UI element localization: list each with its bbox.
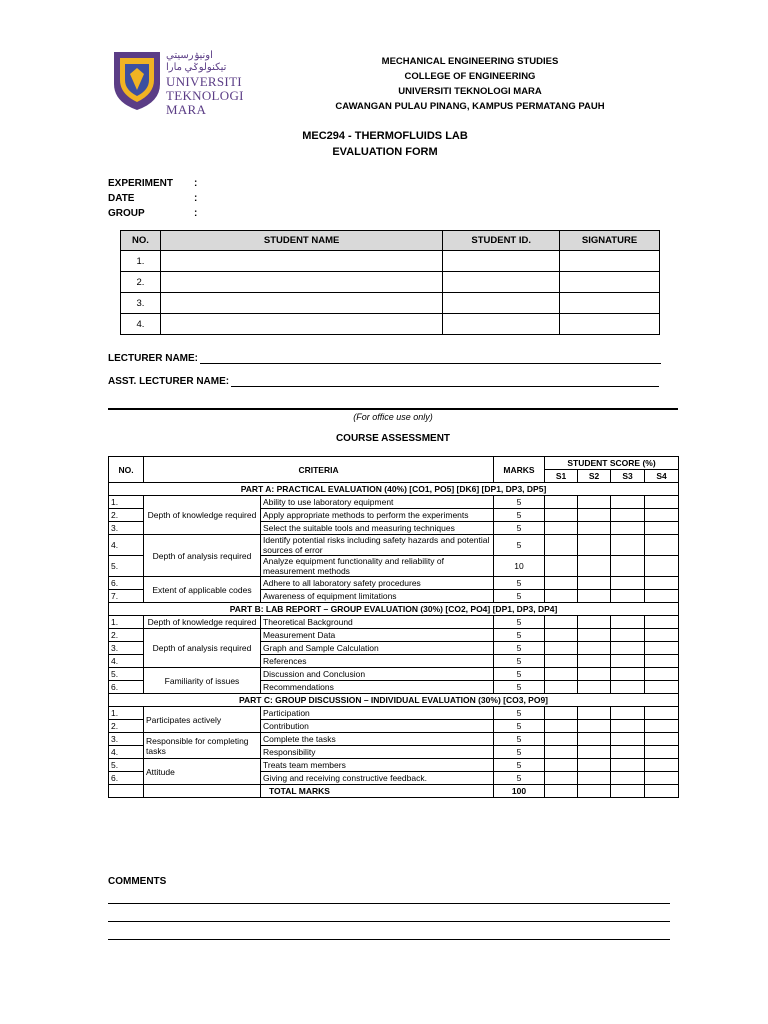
row-no: 3. bbox=[109, 522, 144, 535]
score-cell[interactable] bbox=[545, 522, 578, 535]
score-cell[interactable] bbox=[645, 509, 679, 522]
score-cell[interactable] bbox=[611, 785, 645, 798]
lecturer-name-field[interactable] bbox=[200, 352, 661, 364]
row-no: 1. bbox=[109, 707, 144, 720]
score-cell[interactable] bbox=[611, 759, 645, 772]
row-no: 6. bbox=[109, 772, 144, 785]
score-cell[interactable] bbox=[578, 577, 611, 590]
table-row bbox=[109, 496, 679, 509]
signature-field[interactable] bbox=[560, 272, 660, 293]
table-row bbox=[121, 272, 660, 293]
score-cell[interactable] bbox=[578, 746, 611, 759]
criteria-text: Apply appropriate methods to perform the experiments bbox=[261, 509, 494, 522]
score-cell[interactable] bbox=[545, 720, 578, 733]
logo-line-2: TEKNOLOGI bbox=[166, 88, 244, 103]
criteria-text: Complete the tasks bbox=[261, 733, 494, 746]
score-cell[interactable] bbox=[645, 733, 679, 746]
marks-value: 5 bbox=[494, 733, 545, 746]
row-no: 1. bbox=[109, 616, 144, 629]
experiment-meta bbox=[108, 176, 197, 221]
logo-arabic-text: اونيۏرسيتي تيكنولوݢي مارا bbox=[166, 50, 227, 73]
criteria-text: Responsibility bbox=[261, 746, 494, 759]
criteria-text: Select the suitable tools and measuring techniques bbox=[261, 522, 494, 535]
col-no: NO. bbox=[109, 457, 144, 483]
col-s2: S2 bbox=[578, 470, 611, 483]
score-cell[interactable] bbox=[578, 655, 611, 668]
criteria-group: Depth of analysis required bbox=[144, 629, 261, 668]
meta-row-group bbox=[108, 206, 197, 221]
col-student-name: STUDENT NAME bbox=[160, 231, 442, 251]
score-cell[interactable] bbox=[611, 707, 645, 720]
criteria-text: Recommendations bbox=[261, 681, 494, 694]
blank-cell bbox=[109, 785, 144, 798]
marks-value: 5 bbox=[494, 590, 545, 603]
table-row bbox=[109, 733, 679, 746]
marks-value: 5 bbox=[494, 577, 545, 590]
score-cell[interactable] bbox=[545, 733, 578, 746]
score-cell[interactable] bbox=[645, 681, 679, 694]
total-marks-value: 100 bbox=[494, 785, 545, 798]
score-cell[interactable] bbox=[578, 681, 611, 694]
score-cell[interactable] bbox=[611, 522, 645, 535]
score-cell[interactable] bbox=[645, 785, 679, 798]
criteria-text: Analyze equipment functionality and reliability of measurement methods bbox=[261, 556, 494, 577]
table-row bbox=[109, 577, 679, 590]
score-cell[interactable] bbox=[578, 642, 611, 655]
meta-row-date bbox=[108, 191, 197, 206]
score-cell[interactable] bbox=[578, 556, 611, 577]
col-s4: S4 bbox=[645, 470, 679, 483]
score-cell[interactable] bbox=[578, 759, 611, 772]
signature-field[interactable] bbox=[560, 293, 660, 314]
score-cell[interactable] bbox=[545, 668, 578, 681]
score-cell[interactable] bbox=[578, 707, 611, 720]
asst-lecturer-name-field[interactable] bbox=[231, 375, 659, 387]
student-name-field[interactable] bbox=[160, 251, 442, 272]
uitm-crest-icon bbox=[112, 50, 162, 112]
score-cell[interactable] bbox=[611, 496, 645, 509]
score-cell[interactable] bbox=[611, 590, 645, 603]
part-b-heading: PART B: LAB REPORT – GROUP EVALUATION (30%) [CO2, PO4] [DP1, DP3, DP4] bbox=[109, 603, 679, 616]
score-cell[interactable] bbox=[611, 642, 645, 655]
score-cell[interactable] bbox=[545, 629, 578, 642]
criteria-text: Awareness of equipment limitations bbox=[261, 590, 494, 603]
col-student-score: STUDENT SCORE (%) bbox=[545, 457, 679, 470]
student-table bbox=[120, 230, 660, 335]
criteria-text: Theoretical Background bbox=[261, 616, 494, 629]
table-row bbox=[109, 759, 679, 772]
score-cell[interactable] bbox=[645, 720, 679, 733]
row-no: 1. bbox=[121, 251, 161, 272]
criteria-text: Contribution bbox=[261, 720, 494, 733]
meta-label: GROUP bbox=[108, 208, 145, 219]
criteria-text: Discussion and Conclusion bbox=[261, 668, 494, 681]
marks-value: 5 bbox=[494, 759, 545, 772]
header-line: MECHANICAL ENGINEERING STUDIES bbox=[381, 56, 559, 67]
score-cell[interactable] bbox=[645, 668, 679, 681]
marks-value: 5 bbox=[494, 509, 545, 522]
score-cell[interactable] bbox=[611, 733, 645, 746]
row-no: 2. bbox=[109, 629, 144, 642]
signature-field[interactable] bbox=[560, 314, 660, 335]
score-cell[interactable] bbox=[545, 772, 578, 785]
score-cell[interactable] bbox=[645, 707, 679, 720]
score-cell[interactable] bbox=[578, 668, 611, 681]
marks-value: 5 bbox=[494, 720, 545, 733]
meta-sep: : bbox=[194, 193, 198, 204]
score-cell[interactable] bbox=[611, 629, 645, 642]
score-cell[interactable] bbox=[611, 772, 645, 785]
score-cell[interactable] bbox=[611, 681, 645, 694]
meta-label: DATE bbox=[108, 193, 135, 204]
section-divider bbox=[108, 408, 678, 410]
marks-value: 5 bbox=[494, 681, 545, 694]
criteria-text: Ability to use laboratory equipment bbox=[261, 496, 494, 509]
score-cell[interactable] bbox=[578, 629, 611, 642]
marks-value: 5 bbox=[494, 655, 545, 668]
marks-value: 5 bbox=[494, 642, 545, 655]
part-a-heading: PART A: PRACTICAL EVALUATION (40%) [CO1, PO5] [DK6] [DP1, DP3, DP5] bbox=[109, 483, 679, 496]
comments-label: COMMENTS bbox=[108, 876, 167, 887]
score-cell[interactable] bbox=[611, 509, 645, 522]
score-cell[interactable] bbox=[545, 707, 578, 720]
score-cell[interactable] bbox=[645, 496, 679, 509]
criteria-group: Attitude bbox=[144, 759, 261, 785]
score-cell[interactable] bbox=[545, 616, 578, 629]
lecturer-name-label: LECTURER NAME: bbox=[108, 353, 198, 364]
part-c-heading: PART C: GROUP DISCUSSION – INDIVIDUAL EVALUATION (30%) [CO3, PO9] bbox=[109, 694, 679, 707]
row-no: 2. bbox=[121, 272, 161, 293]
form-subtitle: EVALUATION FORM bbox=[332, 146, 438, 158]
criteria-text: Graph and Sample Calculation bbox=[261, 642, 494, 655]
asst-lecturer-name-label: ASST. LECTURER NAME: bbox=[108, 376, 230, 387]
student-id-field[interactable] bbox=[443, 251, 560, 272]
marks-value: 5 bbox=[494, 535, 545, 556]
table-row bbox=[121, 293, 660, 314]
score-cell[interactable] bbox=[645, 577, 679, 590]
criteria-group: Depth of analysis required bbox=[144, 535, 261, 577]
criteria-text: Giving and receiving constructive feedback. bbox=[261, 772, 494, 785]
score-cell[interactable] bbox=[645, 535, 679, 556]
meta-sep: : bbox=[194, 208, 198, 219]
table-row bbox=[109, 535, 679, 556]
student-id-field[interactable] bbox=[443, 272, 560, 293]
col-criteria: CRITERIA bbox=[144, 457, 494, 483]
score-cell[interactable] bbox=[645, 522, 679, 535]
criteria-group: Responsible for completing tasks bbox=[144, 733, 261, 759]
score-cell[interactable] bbox=[545, 785, 578, 798]
course-assessment-title: COURSE ASSESSMENT bbox=[335, 433, 451, 444]
student-table-header bbox=[121, 231, 660, 251]
col-student-id: STUDENT ID. bbox=[443, 231, 560, 251]
logo-wordmark bbox=[166, 50, 252, 117]
signature-field[interactable] bbox=[560, 251, 660, 272]
score-cell[interactable] bbox=[545, 496, 578, 509]
criteria-text: References bbox=[261, 655, 494, 668]
student-name-field[interactable] bbox=[160, 314, 442, 335]
score-cell[interactable] bbox=[611, 616, 645, 629]
comment-line[interactable] bbox=[108, 903, 670, 904]
table-row bbox=[109, 668, 679, 681]
marks-value: 10 bbox=[494, 556, 545, 577]
marks-value: 5 bbox=[494, 629, 545, 642]
score-cell[interactable] bbox=[545, 577, 578, 590]
col-marks: MARKS bbox=[494, 457, 545, 483]
marks-value: 5 bbox=[494, 746, 545, 759]
score-cell[interactable] bbox=[645, 556, 679, 577]
score-cell[interactable] bbox=[611, 535, 645, 556]
score-cell[interactable] bbox=[578, 785, 611, 798]
criteria-group: Extent of applicable codes bbox=[144, 577, 261, 603]
row-no: 4. bbox=[121, 314, 161, 335]
score-cell[interactable] bbox=[645, 642, 679, 655]
criteria-text: Measurement Data bbox=[261, 629, 494, 642]
score-cell[interactable] bbox=[578, 720, 611, 733]
meta-sep: : bbox=[194, 178, 198, 189]
score-cell[interactable] bbox=[578, 535, 611, 556]
student-id-field[interactable] bbox=[443, 293, 560, 314]
row-no: 2. bbox=[109, 720, 144, 733]
assessment-header-row bbox=[109, 457, 679, 470]
row-no: 6. bbox=[109, 681, 144, 694]
asst-lecturer-name-line bbox=[108, 375, 659, 387]
row-no: 5. bbox=[109, 668, 144, 681]
score-cell[interactable] bbox=[578, 590, 611, 603]
score-cell[interactable] bbox=[545, 556, 578, 577]
institution-header bbox=[250, 54, 690, 114]
score-cell[interactable] bbox=[545, 509, 578, 522]
logo-line-1: UNIVERSITI bbox=[166, 74, 242, 89]
row-no: 3. bbox=[109, 642, 144, 655]
score-cell[interactable] bbox=[611, 655, 645, 668]
comment-line[interactable] bbox=[108, 939, 670, 940]
logo-line-3: MARA bbox=[166, 102, 207, 117]
criteria-group: Depth of knowledge required bbox=[144, 496, 261, 535]
criteria-group: Familiarity of issues bbox=[144, 668, 261, 694]
marks-value: 5 bbox=[494, 668, 545, 681]
marks-value: 5 bbox=[494, 496, 545, 509]
header-line: UNIVERSITI TEKNOLOGI MARA bbox=[398, 86, 542, 97]
score-cell[interactable] bbox=[645, 590, 679, 603]
table-row bbox=[121, 251, 660, 272]
row-no: 2. bbox=[109, 509, 144, 522]
meta-label: EXPERIMENT bbox=[108, 178, 174, 189]
row-no: 7. bbox=[109, 590, 144, 603]
score-cell[interactable] bbox=[545, 642, 578, 655]
row-no: 5. bbox=[109, 759, 144, 772]
col-s1: S1 bbox=[545, 470, 578, 483]
table-row bbox=[121, 314, 660, 335]
table-row bbox=[109, 616, 679, 629]
row-no: 1. bbox=[109, 496, 144, 509]
row-no: 6. bbox=[109, 577, 144, 590]
score-cell[interactable] bbox=[645, 746, 679, 759]
form-title bbox=[300, 128, 470, 160]
row-no: 3. bbox=[109, 733, 144, 746]
score-cell[interactable] bbox=[545, 681, 578, 694]
criteria-text: Participation bbox=[261, 707, 494, 720]
row-no: 4. bbox=[109, 535, 144, 556]
score-cell[interactable] bbox=[645, 655, 679, 668]
score-cell[interactable] bbox=[578, 522, 611, 535]
header-line: COLLEGE OF ENGINEERING bbox=[404, 71, 536, 82]
criteria-text: Identify potential risks including safety hazards and potential sources of error bbox=[261, 535, 494, 556]
blank-cell bbox=[144, 785, 261, 798]
criteria-group: Depth of knowledge required bbox=[144, 616, 261, 629]
score-cell[interactable] bbox=[578, 496, 611, 509]
row-no: 4. bbox=[109, 746, 144, 759]
score-cell[interactable] bbox=[545, 535, 578, 556]
office-use-note: (For office use only) bbox=[353, 412, 433, 422]
student-name-field[interactable] bbox=[160, 293, 442, 314]
marks-value: 5 bbox=[494, 772, 545, 785]
header-line: CAWANGAN PULAU PINANG, KAMPUS PERMATANG PAUH bbox=[335, 101, 605, 112]
student-name-field[interactable] bbox=[160, 272, 442, 293]
meta-row-experiment bbox=[108, 176, 197, 191]
score-cell[interactable] bbox=[578, 733, 611, 746]
col-signature: SIGNATURE bbox=[560, 231, 660, 251]
lecturer-name-line bbox=[108, 352, 661, 364]
row-no: 3. bbox=[121, 293, 161, 314]
score-cell[interactable] bbox=[611, 556, 645, 577]
row-no: 4. bbox=[109, 655, 144, 668]
course-title: MEC294 - THERMOFLUIDS LAB bbox=[302, 130, 468, 142]
score-cell[interactable] bbox=[611, 668, 645, 681]
criteria-group: Participates actively bbox=[144, 707, 261, 733]
col-no: NO. bbox=[121, 231, 161, 251]
table-row bbox=[109, 629, 679, 642]
score-cell[interactable] bbox=[611, 746, 645, 759]
score-cell[interactable] bbox=[545, 759, 578, 772]
score-cell[interactable] bbox=[578, 509, 611, 522]
marks-value: 5 bbox=[494, 707, 545, 720]
table-row bbox=[109, 707, 679, 720]
criteria-text: Adhere to all laboratory safety procedures bbox=[261, 577, 494, 590]
score-cell[interactable] bbox=[578, 616, 611, 629]
student-id-field[interactable] bbox=[443, 314, 560, 335]
total-row bbox=[109, 785, 679, 798]
criteria-text: Treats team members bbox=[261, 759, 494, 772]
col-s3: S3 bbox=[611, 470, 645, 483]
university-logo bbox=[112, 50, 252, 117]
score-cell[interactable] bbox=[578, 772, 611, 785]
score-cell[interactable] bbox=[645, 772, 679, 785]
comment-line[interactable] bbox=[108, 921, 670, 922]
score-cell[interactable] bbox=[545, 655, 578, 668]
score-cell[interactable] bbox=[645, 616, 679, 629]
total-marks-label: TOTAL MARKS bbox=[261, 785, 494, 798]
score-cell[interactable] bbox=[645, 759, 679, 772]
marks-value: 5 bbox=[494, 522, 545, 535]
assessment-table bbox=[108, 456, 679, 798]
score-cell[interactable] bbox=[611, 577, 645, 590]
score-cell[interactable] bbox=[645, 629, 679, 642]
marks-value: 5 bbox=[494, 616, 545, 629]
score-cell[interactable] bbox=[611, 720, 645, 733]
row-no: 5. bbox=[109, 556, 144, 577]
score-cell[interactable] bbox=[545, 590, 578, 603]
score-cell[interactable] bbox=[545, 746, 578, 759]
